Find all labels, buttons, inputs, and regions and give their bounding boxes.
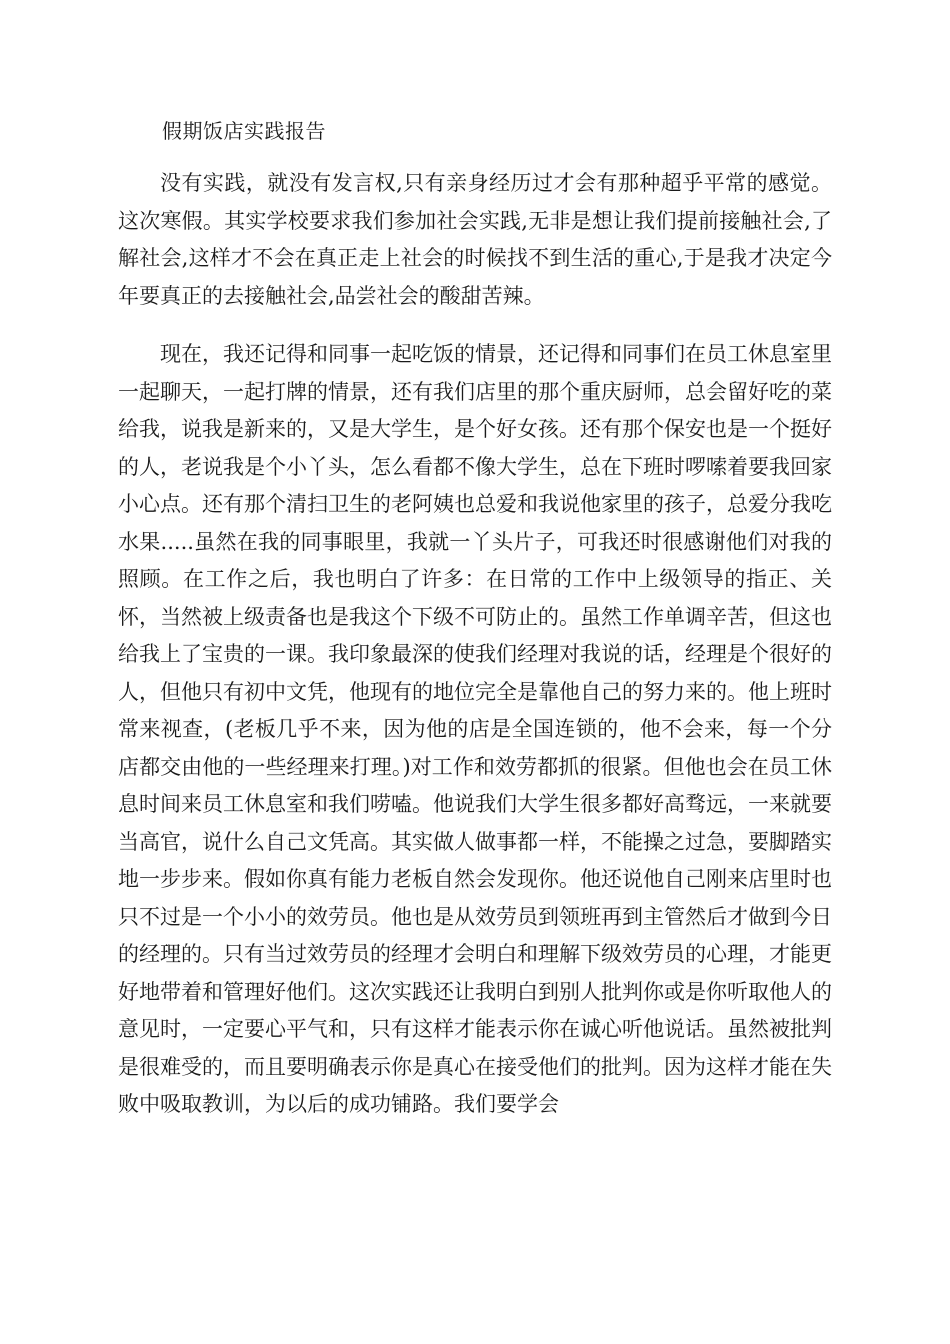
- paragraph-2: 现在，我还记得和同事一起吃饭的情景，还记得和同事们在员工休息室里一起聊天，一起打牌的情景，还有我们店里的那个重庆厨师，总会留好吃的菜给我，说我是新来的，又是大学生，是个好女孩。还有那个保安也是一个挺好的人，老说我是个小丫头，怎么看都不像大学生，总在下班时啰嗦着要我回家小心点。还有那个清扫卫生的老阿姨也总爱和我说他家里的孩子，总爱分我吃水果.....虽然在我的同事眼里，我就一丫头片子，可我还时很感谢他们对我的照顾。在工作之后，我也明白了许多：在日常的工作中上级领导的指正、关怀，当然被上级责备也是我这个下级不可防止的。虽然工作单调辛苦，但这也给我上了宝贵的一课。我印象最深的使我们经理对我说的话，经理是个很好的人，但他只有初中文凭，他现有的地位完全是靠他自己的努力来的。他上班时常来视查，(老板几乎不来，因为他的店是全国连锁的，他不会来，每一个分店都交由他的一些经理来打理。)对工作和效劳都抓的很紧。但他也会在员工休息时间来员工休息室和我们唠嗑。他说我们大学生很多都好高骛远，一来就要当高官，说什么自己文凭高。其实做人做事都一样，不能操之过急，要脚踏实地一步步来。假如你真有能力老板自然会发现你。他还说他自己刚来店里时也只不过是一个小小的效劳员。他也是从效劳员到领班再到主管然后才做到今日的经理的。只有当过效劳员的经理才会明白和理解下级效劳员的心理，才能更好地带着和管理好他们。这次实践还让我明白到别人批判你或是你听取他人的意见时，一定要心平气和，只有这样才能表示你在诚心听他说话。虽然被批判是很难受的，而且要明确表示你是真心在接受他们的批判。因为这样才能在失败中吸取教训，为以后的成功铺路。我们要学会: [118, 342, 832, 1116]
- document-title: 假期饭店实践报告: [162, 119, 326, 143]
- paragraph-1: 没有实践，就没有发言权,只有亲身经历过才会有那种超乎平常的感觉。这次寒假。其实学校要求我们参加社会实践,无非是想让我们提前接触社会,了解社会,这样才不会在真正走上社会的时候找不到生活的重心,于是我才决定今年要真正的去接触社会,品尝社会的酸甜苦辣。: [118, 171, 832, 308]
